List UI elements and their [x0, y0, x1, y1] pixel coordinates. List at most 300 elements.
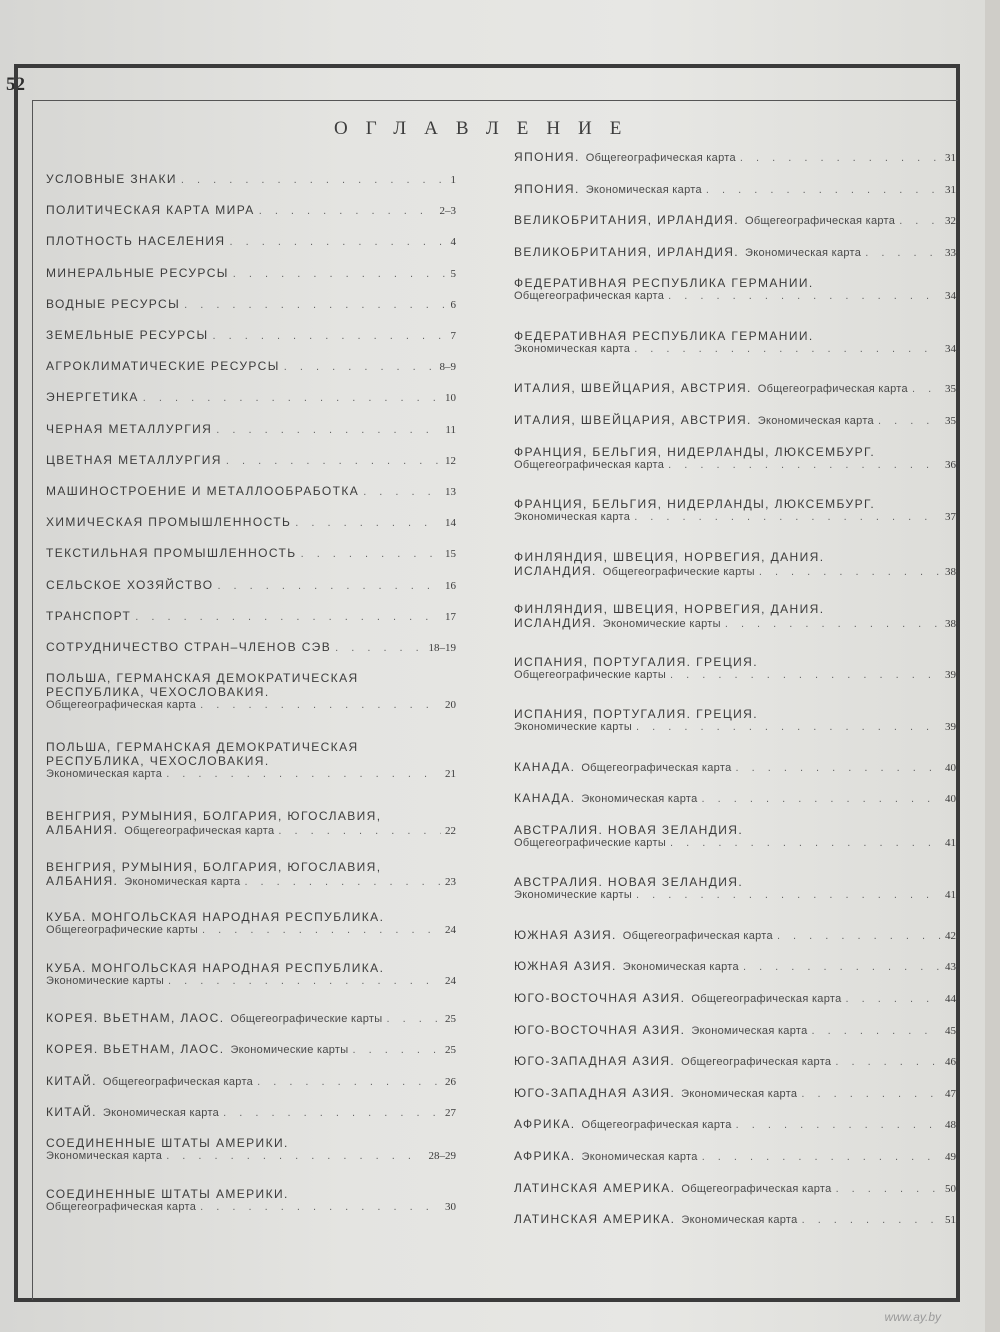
toc-entry — [46, 546, 456, 560]
page-title: ОГЛАВЛЕНИЕ — [334, 118, 640, 139]
entry-title: ФИНЛЯНДИЯ, ШВЕЦИЯ, НОРВЕГИЯ, ДАНИЯ. — [514, 602, 825, 617]
leader-dots — [284, 361, 436, 373]
toc-entry — [514, 760, 956, 774]
toc-entry-line — [514, 245, 956, 259]
toc-entry-line — [514, 511, 956, 523]
toc-entry-line — [46, 809, 456, 823]
toc-entry — [514, 707, 956, 733]
toc-entry — [46, 1105, 456, 1119]
toc-entry-line — [46, 453, 456, 467]
entry-title: ПОЛЬША, ГЕРМАНСКАЯ ДЕМОКРАТИЧЕСКАЯ — [46, 671, 359, 686]
entry-title: ИТАЛИЯ, ШВЕЙЦАРИЯ, АВСТРИЯ. — [514, 381, 752, 396]
entry-title: ВЕНГРИЯ, РУМЫНИЯ, БОЛГАРИЯ, ЮГОСЛАВИЯ, — [46, 859, 382, 874]
entry-title: ИСЛАНДИЯ. — [514, 563, 597, 578]
toc-entry — [46, 172, 456, 186]
page-ref: 38 — [945, 618, 956, 631]
toc-entry-line — [514, 213, 956, 227]
entry-title: АГРОКЛИМАТИЧЕСКИЕ РЕСУРСЫ — [46, 359, 280, 374]
entry-subtitle: Общегеографическая карта — [585, 152, 736, 164]
page-ref: 22 — [445, 825, 456, 838]
entry-title: УСЛОВНЫЕ ЗНАКИ — [46, 172, 177, 186]
page-number: 52 — [6, 74, 25, 95]
toc-entry-line — [514, 459, 956, 471]
toc-entry — [514, 1181, 956, 1195]
toc-entry — [46, 328, 456, 342]
page-ref: 18–19 — [428, 642, 456, 654]
toc-entry-line — [46, 266, 456, 280]
page-ref: 17 — [445, 610, 456, 623]
toc-entry-line — [46, 234, 456, 248]
toc-entry — [514, 150, 956, 164]
entry-title: ПОЛЬША, ГЕРМАНСКАЯ ДЕМОКРАТИЧЕСКАЯ — [46, 740, 359, 755]
toc-entry-line — [514, 1086, 956, 1100]
toc-entry — [514, 875, 956, 901]
toc-entry — [46, 1042, 456, 1056]
entry-subtitle: Экономическая карта — [514, 342, 631, 355]
toc-entry-line — [46, 860, 456, 874]
leader-dots — [200, 699, 441, 711]
toc-entry — [46, 1136, 456, 1162]
leader-dots — [229, 236, 446, 248]
page-ref: 24 — [445, 924, 456, 937]
entry-title: КИТАЙ. — [46, 1104, 97, 1119]
toc-entry-line — [514, 290, 956, 302]
entry-title: ТЕКСТИЛЬНАЯ ПРОМЫШЛЕННОСТЬ — [46, 546, 297, 561]
toc-entry-line — [46, 685, 456, 699]
toc-entry-line — [46, 671, 456, 685]
entry-subtitle: Общегеографические карты — [46, 924, 199, 937]
leader-dots — [835, 1056, 941, 1068]
toc-entry-line — [514, 616, 956, 630]
page-ref: 50 — [945, 1182, 956, 1195]
entry-subtitle: Общегеографическая карта — [124, 825, 275, 838]
entry-title: КОРЕЯ. ВЬЕТНАМ, ЛАОС. — [46, 1042, 225, 1057]
entry-title: ЮГО-ЗАПАДНАЯ АЗИЯ. — [514, 1085, 676, 1100]
toc-entry-line — [514, 381, 956, 395]
page-ref: 33 — [945, 246, 956, 259]
page-ref: 51 — [945, 1214, 956, 1227]
page-ref: 7 — [450, 330, 456, 342]
page-ref: 35 — [945, 383, 956, 396]
entry-title: ИСПАНИЯ, ПОРТУГАЛИЯ. ГРЕЦИЯ. — [514, 707, 758, 722]
entry-title: ФЕДЕРАТИВНАЯ РЕСПУБЛИКА ГЕРМАНИИ. — [514, 276, 814, 291]
toc-entry-line — [514, 550, 956, 564]
page-ref: 10 — [445, 392, 456, 405]
page-ref: 5 — [450, 267, 456, 280]
toc-entry — [514, 991, 956, 1005]
entry-title: ЮГО-ВОСТОЧНАЯ АЗИЯ. — [514, 991, 686, 1005]
leader-dots — [802, 1214, 941, 1226]
toc-entry — [514, 413, 956, 427]
toc-entry — [46, 203, 456, 217]
toc-entry-line — [46, 754, 456, 768]
leader-dots — [636, 889, 941, 901]
entry-subtitle: Общегеографические карты — [514, 668, 667, 681]
entry-title: МАШИНОСТРОЕНИЕ И МЕТАЛЛООБРАБОТКА — [46, 484, 360, 498]
toc-entry — [514, 550, 956, 578]
leader-dots — [801, 1088, 941, 1100]
leader-dots — [878, 415, 941, 427]
toc-entry-line — [46, 961, 456, 975]
leader-dots — [184, 299, 446, 311]
entry-title: РЕСПУБЛИКА, ЧЕХОСЛОВАКИЯ. — [46, 685, 270, 700]
toc-entry-line — [514, 497, 956, 511]
toc-entry-line — [46, 297, 456, 311]
entry-title: ИТАЛИЯ, ШВЕЙЦАРИЯ, АВСТРИЯ. — [514, 413, 752, 427]
leader-dots — [257, 1076, 441, 1088]
toc-entry-line — [46, 203, 456, 217]
leader-dots — [668, 290, 941, 302]
leader-dots — [736, 1119, 941, 1131]
entry-title: ФЕДЕРАТИВНАЯ РЕСПУБЛИКА ГЕРМАНИИ. — [514, 328, 814, 343]
toc-entry — [514, 213, 956, 227]
entry-title: АФРИКА. — [514, 1117, 576, 1132]
page-ref: 20 — [445, 699, 456, 712]
entry-title: КАНАДА. — [514, 791, 576, 806]
leader-dots — [335, 642, 424, 654]
page-ref: 35 — [945, 415, 956, 427]
page-ref: 48 — [945, 1119, 956, 1132]
entry-subtitle: Общегеографическая карта — [745, 215, 896, 228]
toc-entry-line — [514, 928, 956, 942]
toc-entry — [514, 1117, 956, 1131]
entry-title: МИНЕРАЛЬНЫЕ РЕСУРСЫ — [46, 265, 229, 280]
entry-subtitle: Общегеографическая карта — [581, 761, 732, 774]
page-ref: 41 — [945, 836, 956, 849]
leader-dots — [702, 1151, 941, 1163]
leader-dots — [743, 961, 941, 973]
entry-title: ЛАТИНСКАЯ АМЕРИКА. — [514, 1212, 676, 1227]
leader-dots — [725, 618, 941, 630]
page-ref: 45 — [945, 1024, 956, 1037]
leader-dots — [301, 548, 441, 560]
toc-entry — [514, 381, 956, 395]
entry-title: ЯПОНИЯ. — [514, 150, 580, 164]
entry-subtitle: Общегеографическая карта — [102, 1075, 254, 1088]
toc-entry-line — [514, 182, 956, 196]
toc-entry — [46, 609, 456, 623]
toc-entry — [514, 1054, 956, 1068]
leader-dots — [836, 1183, 941, 1195]
toc-entry — [514, 276, 956, 302]
page-ref: 44 — [945, 993, 956, 1005]
entry-title: ЮГО-ВОСТОЧНАЯ АЗИЯ. — [514, 1022, 686, 1037]
page-ref: 40 — [945, 793, 956, 806]
page-ref: 15 — [445, 548, 456, 561]
page-ref: 23 — [445, 875, 456, 888]
page-ref: 43 — [945, 961, 956, 974]
toc-entry — [514, 1212, 956, 1226]
page-ref: 21 — [445, 768, 456, 781]
entry-subtitle: Экономические карты — [230, 1044, 349, 1057]
leader-dots — [217, 580, 441, 592]
toc-entry — [514, 445, 956, 471]
toc-entry — [514, 602, 956, 630]
toc-entry-line — [46, 1136, 456, 1150]
entry-subtitle: Общегеографические карты — [514, 836, 667, 849]
page-ref: 6 — [450, 298, 456, 311]
toc-entry-line — [514, 655, 956, 669]
entry-subtitle: Экономическая карта — [581, 1151, 698, 1163]
leader-dots — [244, 876, 441, 888]
leader-dots — [386, 1013, 441, 1025]
entry-subtitle: Экономическая карта — [102, 1106, 220, 1119]
entry-subtitle: Общегеографическая карта — [681, 1056, 832, 1069]
entry-title: ФРАНЦИЯ, БЕЛЬГИЯ, НИДЕРЛАНДЫ, ЛЮКСЕМБУРГ. — [514, 497, 876, 512]
entry-title: ТРАНСПОРТ — [46, 608, 132, 623]
leader-dots — [168, 975, 441, 987]
entry-subtitle: Общегеографическая карта — [691, 993, 842, 1005]
toc-entry-line — [46, 1150, 456, 1162]
leader-dots — [202, 924, 441, 936]
leader-dots — [181, 174, 447, 186]
entry-title: ИСПАНИЯ, ПОРТУГАЛИЯ. ГРЕЦИЯ. — [514, 654, 758, 669]
entry-title: КОРЕЯ. ВЬЕТНАМ, ЛАОС. — [46, 1011, 225, 1026]
leader-dots — [226, 455, 441, 467]
toc-entry — [46, 809, 456, 837]
toc-entry-line — [514, 791, 956, 805]
page-ref: 36 — [945, 458, 956, 471]
toc-entry — [514, 959, 956, 973]
page-ref: 34 — [945, 290, 956, 303]
toc-entry-line — [514, 602, 956, 616]
entry-subtitle: Экономическая карта — [514, 511, 631, 524]
leader-dots — [352, 1044, 441, 1056]
toc-entry-line — [46, 359, 456, 373]
toc-entry-line — [514, 276, 956, 290]
page-ref: 2–3 — [439, 205, 456, 218]
entry-subtitle: Экономические карты — [514, 889, 633, 902]
page-ref: 34 — [945, 342, 956, 355]
leader-dots — [759, 566, 941, 578]
toc-entry-line — [46, 874, 456, 888]
page-ref: 31 — [945, 152, 956, 164]
entry-title: ПЛОТНОСТЬ НАСЕЛЕНИЯ — [46, 234, 226, 249]
toc-entry-line — [514, 1117, 956, 1131]
page-ref: 4 — [450, 236, 456, 249]
entry-title: ЯПОНИЯ. — [514, 181, 580, 196]
leader-dots — [740, 152, 941, 164]
toc-entry — [46, 640, 456, 654]
entry-title: СОЕДИНЕННЫЕ ШТАТЫ АМЕРИКИ. — [46, 1136, 289, 1150]
entry-subtitle: Экономическая карта — [681, 1214, 798, 1227]
page-ref: 41 — [945, 889, 956, 902]
toc-entry — [46, 1187, 456, 1213]
entry-title: ФИНЛЯНДИЯ, ШВЕЦИЯ, НОРВЕГИЯ, ДАНИЯ. — [514, 549, 825, 564]
page-ref: 24 — [445, 974, 456, 987]
leader-dots — [216, 424, 441, 436]
toc-entry-line — [46, 484, 456, 498]
entry-subtitle: Общегеографическая карта — [46, 699, 197, 712]
page-ref: 25 — [445, 1013, 456, 1026]
entry-title: ХИМИЧЕСКАЯ ПРОМЫШЛЕННОСТЬ — [46, 515, 292, 530]
entry-title: АЛБАНИЯ. — [46, 823, 119, 838]
leader-dots — [295, 517, 441, 529]
toc-entry — [514, 655, 956, 681]
leader-dots — [670, 837, 941, 849]
leader-dots — [912, 383, 941, 395]
toc-entry — [514, 791, 956, 805]
leader-dots — [223, 1107, 441, 1119]
entry-subtitle: Общегеографическая карта — [622, 929, 773, 942]
toc-entry — [46, 515, 456, 529]
toc-entry — [514, 1086, 956, 1100]
leader-dots — [259, 205, 436, 217]
entry-subtitle: Экономическая карта — [585, 183, 702, 196]
entry-subtitle: Экономические карты — [602, 618, 721, 631]
leader-dots — [363, 486, 441, 498]
page-ref: 30 — [445, 1200, 456, 1213]
toc-entry — [46, 578, 456, 592]
toc-entry — [46, 910, 456, 936]
entry-title: КАНАДА. — [514, 759, 576, 774]
toc-entry-line — [514, 413, 956, 427]
entry-subtitle: Общегеографическая карта — [581, 1119, 732, 1132]
toc-entry — [46, 234, 456, 248]
page-ref: 25 — [445, 1044, 456, 1057]
entry-title: СЕЛЬСКОЕ ХОЗЯЙСТВО — [46, 577, 214, 592]
toc-entry-line — [514, 445, 956, 459]
page-ref: 47 — [945, 1087, 956, 1100]
toc-entry-line — [46, 924, 456, 936]
toc-entry — [46, 671, 456, 711]
toc-entry-line — [514, 150, 956, 164]
page-ref: 32 — [945, 215, 956, 228]
entry-subtitle: Экономическая карта — [46, 1150, 163, 1162]
toc-entry-line — [46, 640, 456, 654]
leader-dots — [812, 1025, 941, 1037]
leader-dots — [636, 721, 941, 733]
entry-subtitle: Общегеографическая карта — [514, 458, 665, 471]
entry-subtitle: Экономическая карта — [681, 1087, 798, 1100]
leader-dots — [702, 793, 941, 805]
entry-title: АВСТРАЛИЯ. НОВАЯ ЗЕЛАНДИЯ. — [514, 822, 744, 837]
entry-title: ВЕЛИКОБРИТАНИЯ, ИРЛАНДИЯ. — [514, 213, 740, 228]
page-ref: 39 — [945, 721, 956, 734]
toc-entry-line — [46, 1201, 456, 1213]
toc-entry-line — [46, 328, 456, 342]
entry-subtitle: Общегеографические карты — [602, 565, 755, 578]
leader-dots — [233, 268, 447, 280]
entry-title: КУБА. МОНГОЛЬСКАЯ НАРОДНАЯ РЕСПУБЛИКА. — [46, 910, 385, 925]
toc-entry-line — [514, 760, 956, 774]
leader-dots — [899, 215, 941, 227]
toc-entry-line — [514, 343, 956, 355]
toc-entry-line — [514, 721, 956, 733]
toc-entry — [514, 928, 956, 942]
page-ref: 38 — [945, 565, 956, 578]
entry-title: КУБА. МОНГОЛЬСКАЯ НАРОДНАЯ РЕСПУБЛИКА. — [46, 960, 385, 975]
toc-entry-line — [46, 172, 456, 186]
toc-entry-line — [46, 1187, 456, 1201]
toc-entry — [514, 182, 956, 196]
entry-subtitle: Общегеографическая карта — [514, 290, 665, 303]
toc-entry-line — [514, 707, 956, 721]
entry-title: ЮЖНАЯ АЗИЯ. — [514, 959, 617, 974]
page-ref: 46 — [945, 1056, 956, 1069]
page-ref: 26 — [445, 1075, 456, 1088]
toc-entry — [46, 1011, 456, 1025]
toc-entry-line — [514, 564, 956, 578]
toc-entry-line — [46, 1011, 456, 1025]
toc-entry-line — [46, 422, 456, 436]
page-ref: 16 — [445, 579, 456, 592]
toc-entry — [46, 359, 456, 373]
entry-subtitle: Экономическая карта — [757, 415, 874, 427]
entry-subtitle: Общегеографическая карта — [681, 1182, 832, 1195]
entry-subtitle: Экономическая карта — [691, 1024, 808, 1037]
entry-subtitle: Экономическая карта — [745, 246, 862, 259]
toc-entry — [514, 329, 956, 355]
page-ref: 1 — [450, 174, 456, 186]
toc-entry — [46, 453, 456, 467]
page-ref: 37 — [945, 511, 956, 524]
page-ref: 11 — [445, 423, 456, 436]
page-ref: 39 — [945, 668, 956, 681]
leader-dots — [736, 762, 942, 774]
entry-subtitle: Общегеографические карты — [230, 1013, 383, 1026]
entry-title: АФРИКА. — [514, 1149, 576, 1163]
leader-dots — [865, 247, 941, 259]
entry-title: ИСЛАНДИЯ. — [514, 616, 597, 631]
leader-dots — [166, 768, 441, 780]
page-ref: 31 — [945, 183, 956, 196]
entry-subtitle: Экономические карты — [514, 721, 633, 734]
toc-entry — [46, 961, 456, 987]
toc-entry — [514, 497, 956, 523]
toc-entry-line — [46, 1074, 456, 1088]
entry-title: ФРАНЦИЯ, БЕЛЬГИЯ, НИДЕРЛАНДЫ, ЛЮКСЕМБУРГ. — [514, 444, 876, 459]
entry-title: ЛАТИНСКАЯ АМЕРИКА. — [514, 1180, 676, 1195]
leader-dots — [634, 511, 941, 523]
entry-title: ВЕНГРИЯ, РУМЫНИЯ, БОЛГАРИЯ, ЮГОСЛАВИЯ, — [46, 809, 382, 824]
entry-title: ЭНЕРГЕТИКА — [46, 390, 139, 405]
page-ref: 49 — [945, 1151, 956, 1163]
toc-entry — [46, 860, 456, 888]
toc-entry — [46, 422, 456, 436]
toc-entry — [514, 1149, 956, 1163]
toc-entry-line — [46, 609, 456, 623]
entry-title: РЕСПУБЛИКА, ЧЕХОСЛОВАКИЯ. — [46, 754, 270, 769]
entry-subtitle: Общегеографическая карта — [46, 1200, 197, 1213]
entry-subtitle: Общегеографическая карта — [757, 383, 908, 396]
toc-entry — [514, 1023, 956, 1037]
entry-title: ЮГО-ЗАПАДНАЯ АЗИЯ. — [514, 1054, 676, 1069]
toc-entry-line — [514, 1181, 956, 1195]
entry-title: ЧЕРНАЯ МЕТАЛЛУРГИЯ — [46, 421, 213, 436]
page-ref: 14 — [445, 517, 456, 530]
leader-dots — [706, 184, 941, 196]
toc-entry-line — [46, 578, 456, 592]
entry-title: АЛБАНИЯ. — [46, 873, 119, 888]
leader-dots — [777, 930, 941, 942]
toc-entry-line — [46, 823, 456, 837]
toc-entry-line — [46, 1105, 456, 1119]
entry-title: СОТРУДНИЧЕСТВО СТРАН–ЧЛЕНОВ СЭВ — [46, 640, 332, 654]
entry-title: КИТАЙ. — [46, 1073, 97, 1088]
toc-entry-line — [514, 823, 956, 837]
entry-subtitle: Экономическая карта — [622, 961, 739, 974]
entry-title: ЮЖНАЯ АЗИЯ. — [514, 927, 617, 942]
entry-title: ВОДНЫЕ РЕСУРСЫ — [46, 296, 181, 311]
leader-dots — [670, 669, 941, 681]
entry-title: ЗЕМЕЛЬНЫЕ РЕСУРСЫ — [46, 328, 209, 342]
leader-dots — [135, 611, 441, 623]
leader-dots — [143, 392, 441, 404]
toc-entry-line — [514, 329, 956, 343]
entry-title: ЦВЕТНАЯ МЕТАЛЛУРГИЯ — [46, 452, 222, 467]
toc-entry-line — [514, 875, 956, 889]
